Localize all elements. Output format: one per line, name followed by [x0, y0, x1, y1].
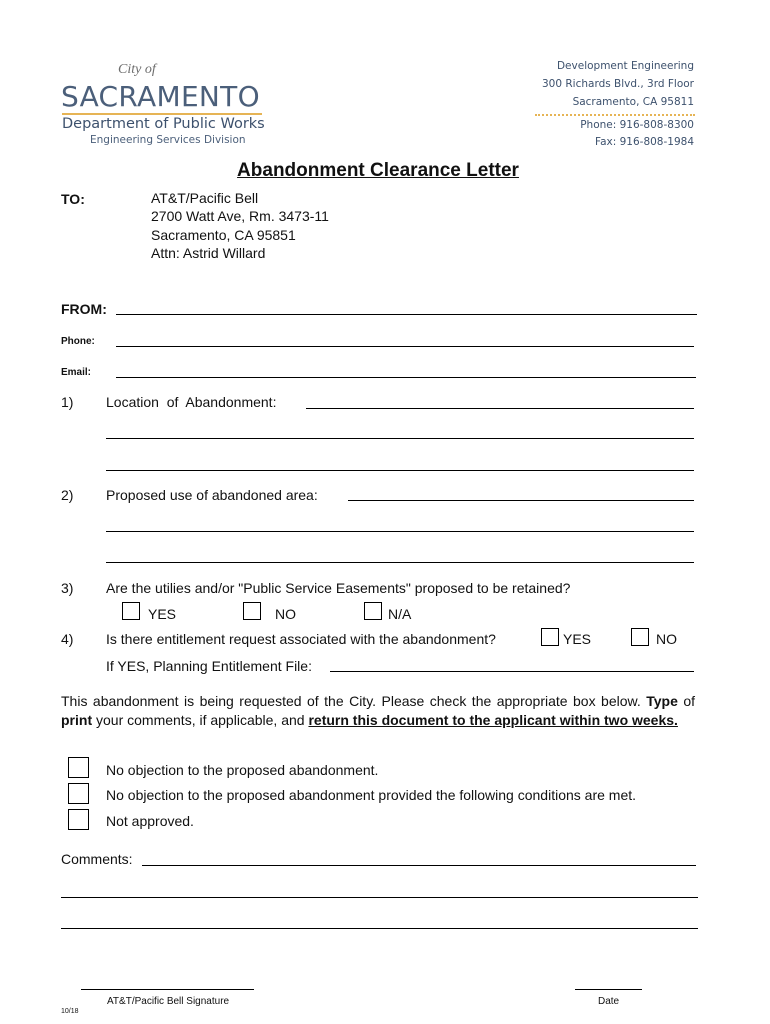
q1-field-line-3[interactable]: [106, 470, 694, 471]
q3-yes-label: YES: [148, 606, 177, 622]
address-line-3: Sacramento, CA 95811: [572, 96, 694, 108]
q1-text: Location of Abandonment:: [106, 394, 277, 410]
q4-yes-label: YES: [563, 631, 592, 647]
q4-number: 4): [61, 631, 74, 647]
q1-field-line-1[interactable]: [306, 408, 694, 409]
to-address-line-1: AT&T/Pacific Bell: [151, 190, 259, 206]
address-line-1: Development Engineering: [556, 60, 694, 72]
from-label: FROM:: [61, 301, 107, 317]
q2-number: 2): [61, 487, 74, 503]
conditional-objection-label: No objection to the proposed abandonment provided the following conditions are met.: [106, 787, 637, 803]
signature-field[interactable]: [81, 989, 254, 990]
q3-na-checkbox[interactable]: [364, 602, 382, 620]
instructions-paragraph: [61, 692, 695, 730]
not-approved-checkbox[interactable]: [68, 809, 89, 830]
logo-division: Engineering Services Division: [90, 134, 246, 146]
q4-entitlement-file-field[interactable]: [330, 671, 694, 672]
signature-label: AT&T/Pacific Bell Signature: [107, 996, 230, 1007]
date-field[interactable]: [575, 989, 642, 990]
q2-field-line-3[interactable]: [106, 562, 694, 563]
q4-no-checkbox[interactable]: [631, 628, 649, 646]
logo-city-name: SACRAMENTO: [61, 80, 260, 113]
q3-text: Are the utilies and/or "Public Service Easements" proposed to be retained?: [106, 580, 571, 596]
q2-field-line-2[interactable]: [106, 531, 694, 532]
q3-na-label: N/A: [388, 606, 412, 622]
q1-field-line-2[interactable]: [106, 438, 694, 439]
to-attention: Attn: Astrid Willard: [151, 245, 266, 261]
phone-label: Phone:: [61, 336, 95, 347]
to-label: TO:: [61, 191, 85, 207]
q3-no-label: NO: [275, 606, 296, 622]
instructions-part-2: of: [677, 693, 695, 709]
date-label: Date: [598, 996, 620, 1007]
no-objection-checkbox[interactable]: [68, 757, 89, 778]
address-line-2: 300 Richards Blvd., 3rd Floor: [541, 78, 694, 90]
q2-text: Proposed use of abandoned area:: [106, 487, 318, 503]
phone-field[interactable]: [116, 346, 694, 347]
logo-department: Department of Public Works: [62, 116, 265, 132]
address-phone: Phone: 916-808-8300: [580, 119, 694, 131]
no-objection-label: No objection to the proposed abandonment.: [106, 762, 379, 778]
not-approved-label: Not approved.: [106, 813, 194, 829]
logo-divider: [62, 113, 262, 115]
instructions-part-3: your comments, if applicable, and: [92, 712, 309, 728]
instructions-print-word: print: [61, 712, 93, 728]
address-fax: Fax: 916-808-1984: [595, 136, 694, 148]
q1-number: 1): [61, 394, 74, 410]
q4-followup-label: If YES, Planning Entitlement File:: [106, 658, 312, 674]
q4-no-label: NO: [656, 631, 677, 647]
q3-no-checkbox[interactable]: [243, 602, 261, 620]
instructions-type-word: Type: [646, 693, 678, 709]
instructions-part-1: This abandonment is being requested of the City. Please check the appropriate box below.: [61, 693, 647, 709]
email-label: Email:: [61, 367, 92, 378]
address-divider: [535, 114, 695, 116]
to-address-line-2: 2700 Watt Ave, Rm. 3473-11: [151, 208, 329, 224]
email-field[interactable]: [116, 377, 696, 378]
q2-field-line-1[interactable]: [348, 500, 694, 501]
comments-label: Comments:: [61, 851, 133, 867]
q4-text: Is there entitlement request associated with the abandonment?: [106, 631, 496, 647]
q3-yes-checkbox[interactable]: [122, 602, 140, 620]
q3-number: 3): [61, 580, 74, 596]
from-field[interactable]: [116, 314, 697, 315]
revision-code: 10/18: [61, 1008, 79, 1015]
conditional-objection-checkbox[interactable]: [68, 783, 89, 804]
document-title: Abandonment Clearance Letter: [237, 160, 519, 181]
to-address-line-3: Sacramento, CA 95851: [151, 227, 296, 243]
instructions-return-text: return this document to the applicant within two weeks.: [308, 712, 678, 728]
q4-yes-checkbox[interactable]: [541, 628, 559, 646]
comments-field-line-2[interactable]: [61, 897, 698, 898]
comments-field-line-1[interactable]: [142, 865, 696, 866]
comments-field-line-3[interactable]: [61, 928, 698, 929]
logo-city-of-text: City of: [118, 62, 156, 77]
